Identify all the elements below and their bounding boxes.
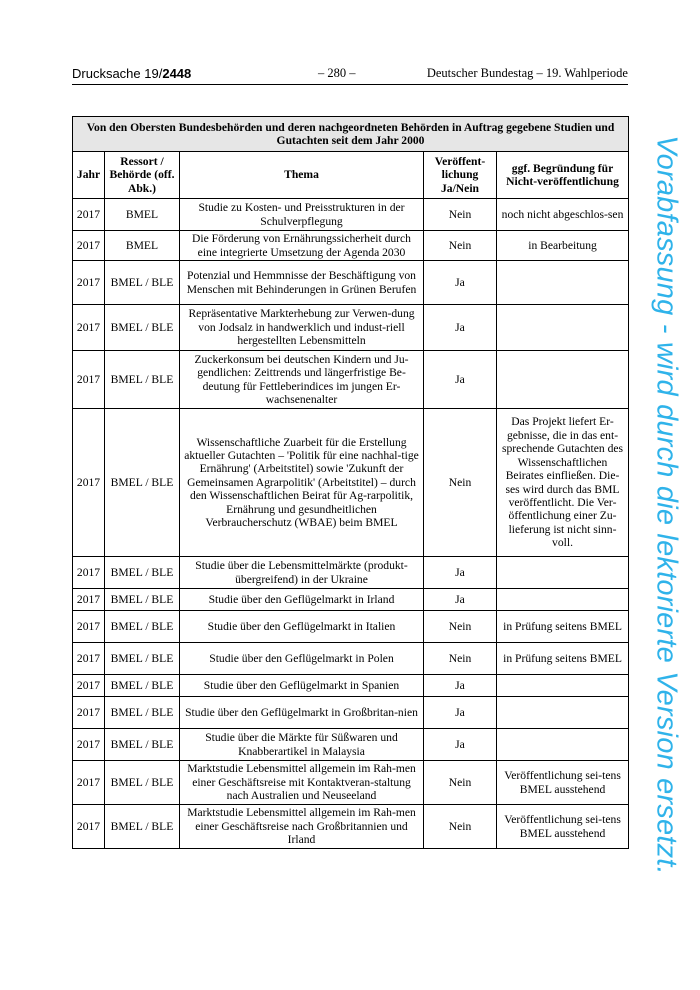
cell-veroeffentlichung: Ja (424, 729, 497, 761)
table-row (73, 697, 629, 729)
table-row (73, 409, 629, 557)
cell-ressort: BMEL / BLE (105, 305, 180, 351)
col-header-veroeffentlichung: Veröffent-lichung Ja/Nein (424, 152, 497, 199)
cell-thema: Studie über den Geflügelmarkt in Polen (180, 643, 424, 675)
watermark-text: Vorabfassung - wird durch die lektorierte Version ersetzt. (650, 135, 683, 875)
cell-thema: Repräsentative Markterhebung zur Verwen-dung von Jodsalz in handwerklich und indust-riell hergestellten Lebensmitteln (180, 305, 424, 351)
cell-ressort: BMEL / BLE (105, 557, 180, 589)
cell-veroeffentlichung: Nein (424, 199, 497, 231)
cell-jahr: 2017 (73, 643, 105, 675)
cell-thema: Studie zu Kosten- und Preisstrukturen in der Schulverpflegung (180, 199, 424, 231)
cell-veroeffentlichung: Nein (424, 643, 497, 675)
cell-thema: Studie über den Geflügelmarkt in Italien (180, 611, 424, 643)
cell-veroeffentlichung: Ja (424, 305, 497, 351)
cell-jahr: 2017 (73, 231, 105, 261)
cell-veroeffentlichung: Nein (424, 761, 497, 805)
doc-prefix: Drucksache (72, 66, 141, 81)
cell-veroeffentlichung: Ja (424, 557, 497, 589)
cell-ressort: BMEL / BLE (105, 675, 180, 697)
table-row (73, 589, 629, 611)
table-title-row (73, 117, 629, 152)
studies-table (72, 116, 629, 849)
cell-thema: Wissenschaftliche Zuarbeit für die Erstellung aktueller Gutachten – 'Politik für eine nachhal-tige Ernährung' (Arbeitstitel) sowie 'Zukunft der Gemeinsamen Agrarpolitik' (Arbeitstitel) – durch den Wissenschaftlichen Beirat für Ag-rarpolitik, Ernährung und gesundheitlichen Verbraucherschutz (WBAE) beim BMEL (180, 409, 424, 557)
cell-begruendung (497, 675, 629, 697)
col-header-begruendung: ggf. Begründung für Nicht-veröffentlichung (497, 152, 629, 199)
cell-veroeffentlichung: Ja (424, 697, 497, 729)
cell-thema: Potenzial und Hemmnisse der Beschäftigung von Menschen mit Behinderungen in Grünen Berufen (180, 261, 424, 305)
cell-veroeffentlichung: Ja (424, 261, 497, 305)
cell-thema: Zuckerkonsum bei deutschen Kindern und Ju-gendlichen: Zeittrends und längerfristige Be-deutung für Fettleberindices im jungen Er-wachsenenalter (180, 351, 424, 409)
table-row (73, 761, 629, 805)
table-row (73, 261, 629, 305)
cell-jahr: 2017 (73, 557, 105, 589)
cell-jahr: 2017 (73, 805, 105, 849)
cell-veroeffentlichung: Ja (424, 351, 497, 409)
cell-thema: Studie über den Geflügelmarkt in Spanien (180, 675, 424, 697)
cell-jahr: 2017 (73, 761, 105, 805)
page-header (72, 66, 628, 85)
cell-begruendung: Das Projekt liefert Er-gebnisse, die in das ent-sprechende Gutachten des Wissenschaftlichen Beirates einfließen. Die-ses wird durch das BML veröffentlicht. Die Ver-öffentlichung einer Zu-lieferung ist nicht sinn-voll. (497, 409, 629, 557)
table-row (73, 675, 629, 697)
col-header-thema: Thema (180, 152, 424, 199)
cell-begruendung: in Prüfung seitens BMEL (497, 611, 629, 643)
table-row (73, 805, 629, 849)
cell-ressort: BMEL / BLE (105, 729, 180, 761)
page-number: – 280 – (318, 66, 356, 80)
cell-jahr: 2017 (73, 199, 105, 231)
cell-veroeffentlichung: Nein (424, 805, 497, 849)
cell-jahr: 2017 (73, 729, 105, 761)
cell-jahr: 2017 (73, 611, 105, 643)
cell-begruendung (497, 305, 629, 351)
cell-veroeffentlichung: Nein (424, 409, 497, 557)
watermark (646, 110, 686, 900)
cell-jahr: 2017 (73, 305, 105, 351)
table-row (73, 351, 629, 409)
cell-ressort: BMEL / BLE (105, 589, 180, 611)
cell-ressort: BMEL / BLE (105, 351, 180, 409)
cell-ressort: BMEL / BLE (105, 697, 180, 729)
table-row (73, 305, 629, 351)
cell-veroeffentlichung: Nein (424, 231, 497, 261)
cell-thema: Marktstudie Lebensmittel allgemein im Rah-men einer Geschäftsreise mit Kontaktveran-staltung nach Australien und Neuseeland (180, 761, 424, 805)
doc-period: 19/ (144, 66, 163, 81)
cell-ressort: BMEL / BLE (105, 409, 180, 557)
cell-ressort: BMEL / BLE (105, 643, 180, 675)
cell-begruendung (497, 729, 629, 761)
cell-begruendung (497, 697, 629, 729)
cell-jahr: 2017 (73, 697, 105, 729)
cell-begruendung (497, 557, 629, 589)
cell-begruendung: Veröffentlichung sei-tens BMEL ausstehend (497, 761, 629, 805)
col-header-jahr: Jahr (73, 152, 105, 199)
cell-jahr: 2017 (73, 409, 105, 557)
cell-begruendung: Veröffentlichung sei-tens BMEL ausstehend (497, 805, 629, 849)
cell-begruendung (497, 351, 629, 409)
cell-begruendung: in Prüfung seitens BMEL (497, 643, 629, 675)
cell-veroeffentlichung: Nein (424, 611, 497, 643)
cell-begruendung (497, 589, 629, 611)
table-header-row (73, 152, 629, 199)
cell-jahr: 2017 (73, 675, 105, 697)
publisher: Deutscher Bundestag – 19. Wahlperiode (426, 66, 628, 80)
cell-jahr: 2017 (73, 351, 105, 409)
cell-begruendung: in Bearbeitung (497, 231, 629, 261)
cell-begruendung: noch nicht abgeschlos-sen (497, 199, 629, 231)
table-row (73, 231, 629, 261)
table-row (73, 729, 629, 761)
doc-number: 2448 (162, 66, 192, 81)
cell-veroeffentlichung: Ja (424, 675, 497, 697)
cell-thema: Studie über die Märkte für Süßwaren und Knabberartikel in Malaysia (180, 729, 424, 761)
cell-ressort: BMEL / BLE (105, 805, 180, 849)
table-body (73, 199, 629, 849)
table-row (73, 557, 629, 589)
cell-veroeffentlichung: Ja (424, 589, 497, 611)
cell-thema: Studie über den Geflügelmarkt in Großbritan-nien (180, 697, 424, 729)
cell-thema: Studie über die Lebensmittelmärkte (produkt-übergreifend) in der Ukraine (180, 557, 424, 589)
cell-thema: Marktstudie Lebensmittel allgemein im Rah-men einer Geschäftsreise nach Großbritannien und Irland (180, 805, 424, 849)
table-row (73, 643, 629, 675)
cell-ressort: BMEL / BLE (105, 611, 180, 643)
cell-thema: Studie über den Geflügelmarkt in Irland (180, 589, 424, 611)
cell-ressort: BMEL / BLE (105, 261, 180, 305)
cell-jahr: 2017 (73, 261, 105, 305)
cell-jahr: 2017 (73, 589, 105, 611)
cell-thema: Die Förderung von Ernährungssicherheit durch eine integrierte Umsetzung der Agenda 2030 (180, 231, 424, 261)
cell-begruendung (497, 261, 629, 305)
col-header-ressort: Ressort / Behörde (off. Abk.) (105, 152, 180, 199)
cell-ressort: BMEL / BLE (105, 761, 180, 805)
table-row (73, 199, 629, 231)
table-title: Von den Obersten Bundesbehörden und deren nachgeordneten Behörden in Auftrag gegebene Studien und Gutachten seit dem Jahr 2000 (73, 117, 629, 152)
table-row (73, 611, 629, 643)
document-id (72, 66, 191, 81)
cell-ressort: BMEL (105, 231, 180, 261)
cell-ressort: BMEL (105, 199, 180, 231)
